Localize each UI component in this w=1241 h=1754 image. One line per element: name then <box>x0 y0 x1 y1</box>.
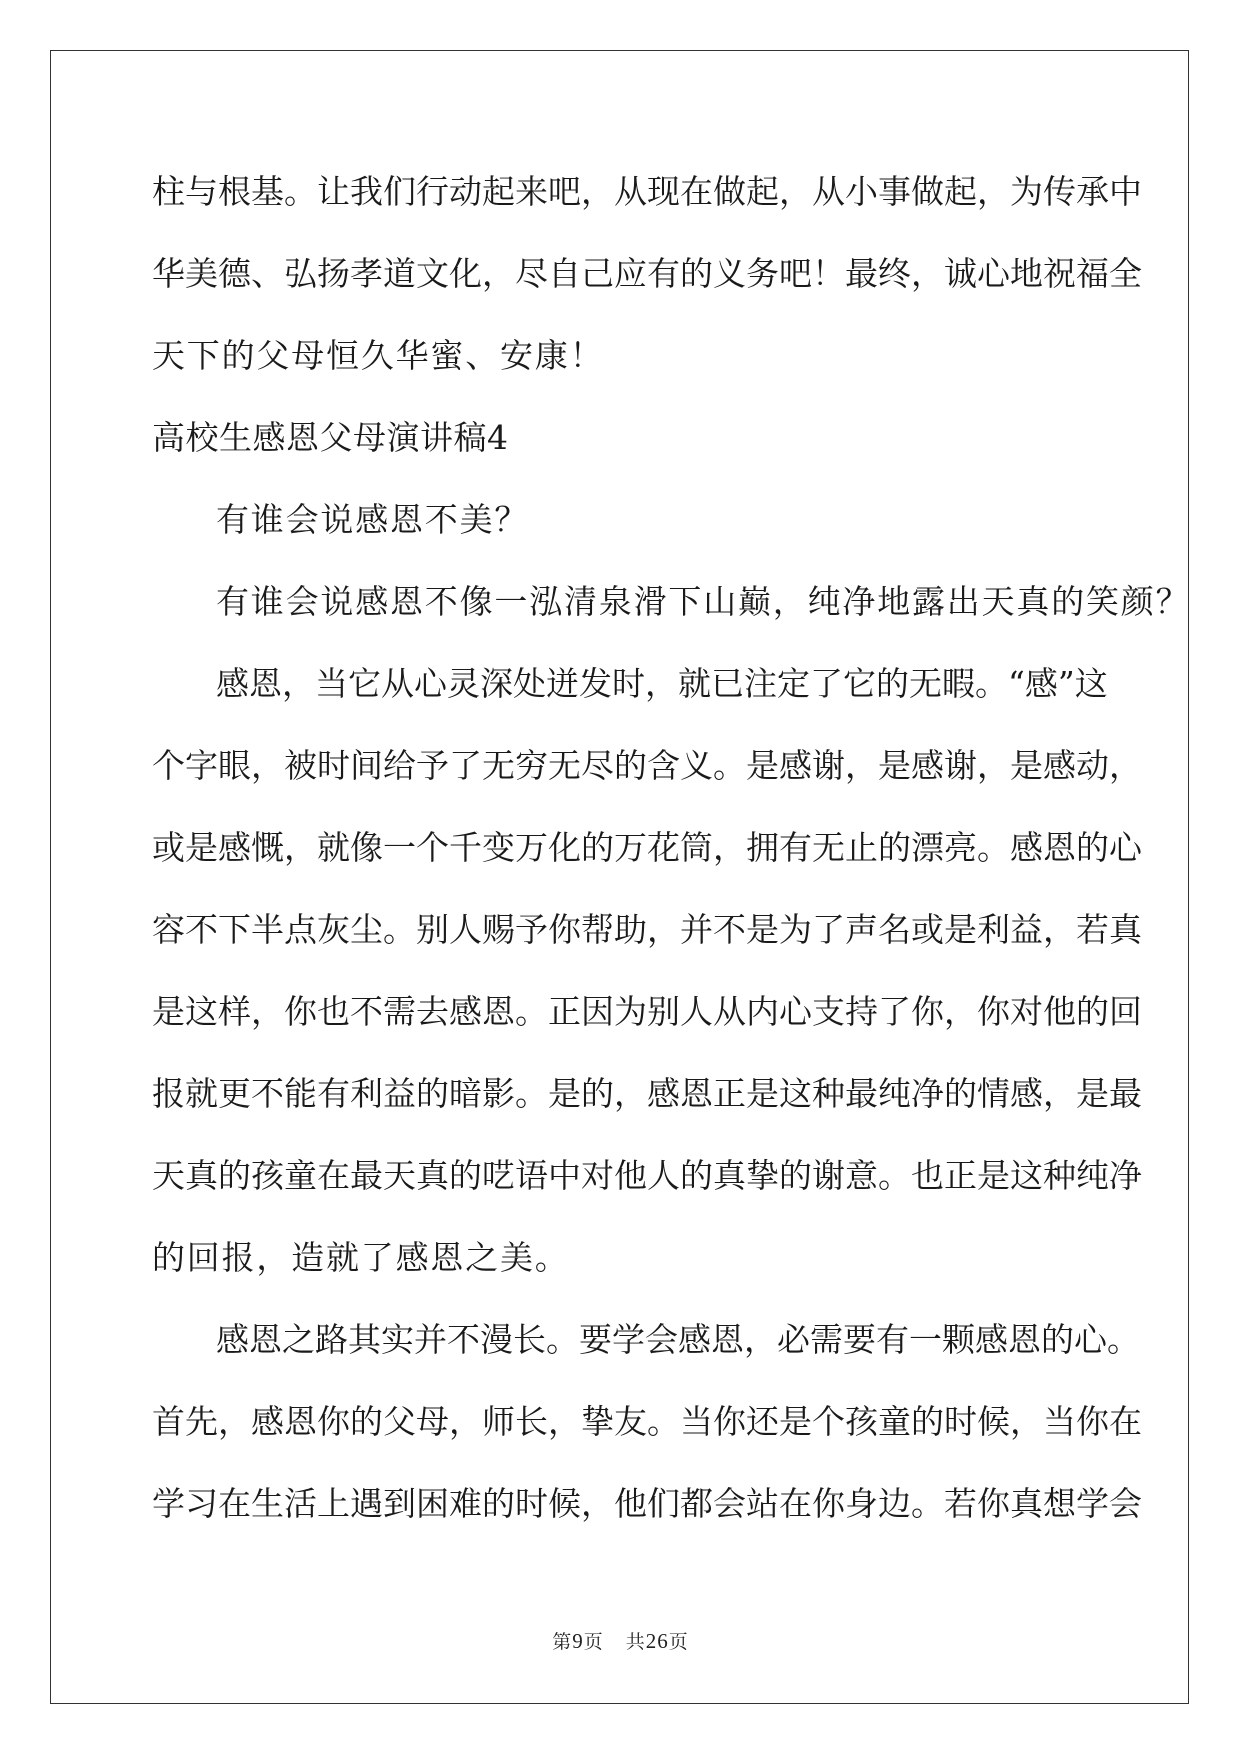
text-line: 的回报，造就了感恩之美。 <box>152 1238 570 1277</box>
text-line: 感恩之路其实并不漫长。要学会感恩，必需要有一颗感恩的心。 <box>216 1320 1140 1359</box>
section-heading: 高校生感恩父母演讲稿4 <box>152 418 509 457</box>
text-line: 天下的父母恒久华蜜、安康！ <box>152 336 605 375</box>
text-line: 或是感慨，就像一个千变万化的万花筒，拥有无止的漂亮。感恩的心 <box>152 828 1142 867</box>
text-line: 是这样，你也不需去感恩。正因为别人从内心支持了你，你对他的回 <box>152 992 1142 1031</box>
document-body <box>152 162 1191 1556</box>
page-number: 9 <box>572 1629 584 1653</box>
text-line: 个字眼，被时间给予了无穷无尽的含义。是感谢，是感谢，是感动， <box>152 746 1142 785</box>
text-line: 感恩，当它从心灵深处迸发时，就已注定了它的无暇。“感”这 <box>216 664 1108 703</box>
total-prefix: 共 <box>625 1631 646 1653</box>
page-prefix: 第 <box>552 1631 573 1653</box>
text-line: 容不下半点灰尘。别人赐予你帮助，并不是为了声名或是利益，若真 <box>152 910 1142 949</box>
text-line: 柱与根基。让我们行动起来吧，从现在做起，从小事做起，为传承中 <box>152 172 1142 211</box>
total-pages: 26 <box>645 1629 669 1653</box>
total-suffix: 页 <box>668 1631 689 1653</box>
text-line: 报就更不能有利益的暗影。是的，感恩正是这种最纯净的情感，是最 <box>152 1074 1142 1113</box>
text-line: 有谁会说感恩不美？ <box>216 500 530 539</box>
page-suffix: 页 <box>583 1631 604 1653</box>
page-footer <box>0 1627 1241 1654</box>
text-line: 学习在生活上遇到困难的时候，他们都会站在你身边。若你真想学会 <box>152 1484 1142 1523</box>
text-line: 有谁会说感恩不像一泓清泉滑下山巅，纯净地露出天真的笑颜？ <box>216 582 1191 621</box>
text-line: 首先，感恩你的父母，师长，挚友。当你还是个孩童的时候，当你在 <box>152 1402 1142 1441</box>
text-line: 华美德、弘扬孝道文化，尽自己应有的义务吧！最终，诚心地祝福全 <box>152 254 1142 293</box>
text-line: 天真的孩童在最天真的呓语中对他人的真挚的谢意。也正是这种纯净 <box>152 1156 1142 1195</box>
